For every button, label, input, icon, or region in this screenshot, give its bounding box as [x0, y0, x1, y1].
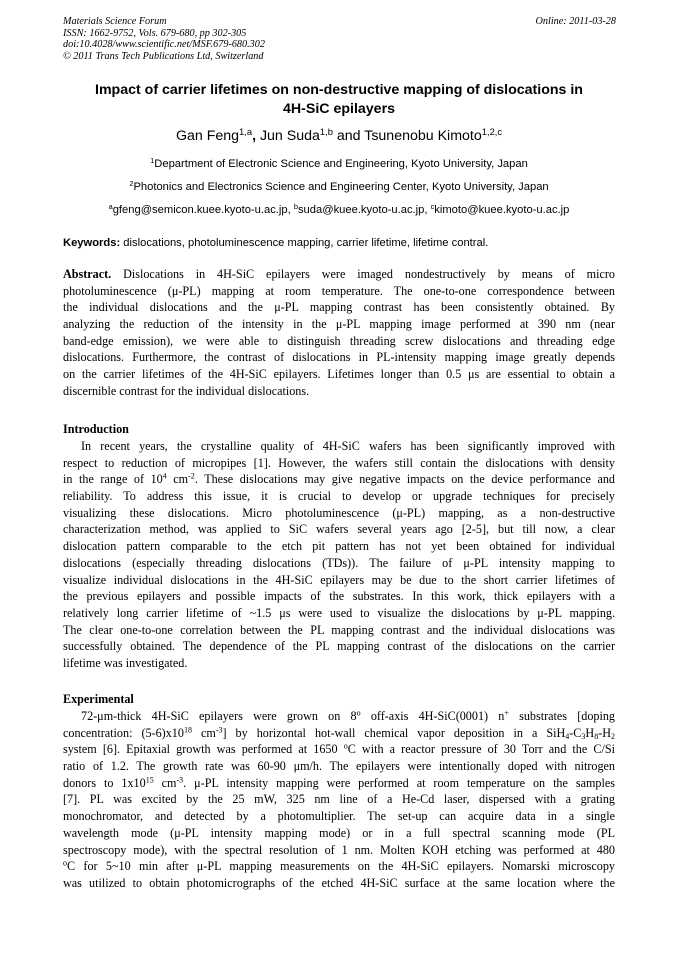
exp-text: 72-μm-thick 4H-SiC epilayers were grown on 8 [81, 709, 357, 723]
affiliation-2-mark: 2 [129, 178, 134, 188]
exp-line: [7]. PL was excited by the 25 mW, 325 nm line of a He-Cd laser, dispersed with a grating [63, 792, 615, 807]
exp-line [63, 708, 615, 725]
title-line-1: Impact of carrier lifetimes on non-destructive mapping of dislocations in [95, 82, 583, 98]
affiliation-2-text: Photonics and Electronics Science and Engineering Center, Kyoto University, Japan [133, 181, 549, 193]
keywords-label: Keywords: [63, 237, 121, 249]
abstract-line: the individual dislocations and the μ-PL mapping contrast has been consistently obtained. By [63, 300, 615, 315]
exp-text: ] by horizontal hot-wall chemical vapor deposition in a SiH [222, 725, 566, 740]
abstract-label: Abstract. [63, 267, 112, 281]
intro-line: successfully obtained. The dependence of the PL mapping contrast of the dislocations on the carrier [63, 639, 615, 654]
exp-superscript: 15 [145, 775, 154, 785]
exp-text: system [6]. Epitaxial growth was performed at 1650 [63, 742, 344, 757]
affiliation-1 [0, 157, 678, 171]
intro-line: visualize individual dislocations in the 4H-SiC epilayers may be due to the short carrier lifetimes of [63, 572, 615, 587]
affiliation-1-text: Department of Electronic Science and Engineering, Kyoto University, Japan [154, 158, 528, 170]
introduction-heading: Introduction [63, 422, 129, 436]
abstract-line: on the carrier lifetimes of the 4H-SiC epilayers. Lifetimes longer than 0.5 μs are essential to obtain a [63, 367, 615, 382]
intro-text: in the range of 10 [63, 472, 163, 487]
exp-superscript: -3 [215, 725, 223, 735]
experimental-heading: Experimental [63, 692, 134, 706]
email-a-mark: a [108, 201, 113, 211]
intro-line: visualizing these dislocations. Micro photoluminescence (μ-PL) mapping, as a non-destructive [63, 505, 615, 520]
abstract-line: band-edge emission), we were able to distinguish threading screw dislocations and threading edge [63, 333, 615, 348]
email-b: suda@kuee.kyoto-u.ac.jp, [297, 204, 431, 216]
exp-line [63, 725, 615, 742]
intro-line [63, 471, 615, 488]
doi-line: doi:10.4028/www.scientific.net/MSF.679-680.302 [63, 39, 265, 51]
abstract-line: analyzing the reduction of the intensity in the μ-PL mapping image performed at 390 nm (near [63, 317, 615, 332]
exp-superscript: 18 [183, 725, 192, 735]
issn-line: ISSN: 1662-9752, Vols. 679-680, pp 302-305 [63, 27, 247, 39]
intro-line: The clear one-to-one correlation between the PL mapping contrast and the individual dislocations was [63, 622, 615, 637]
intro-line: dislocation pattern comparable to the etch pit pattern has not yet been obtained for individual [63, 539, 615, 554]
intro-line: the previous epilayers and possible impacts of the substrates. In this work, thick epilayers with a [63, 589, 615, 604]
intro-line: relatively long carrier lifetime of ~1.5 μs were used to visualize the dislocations by μ-PL mapping. [63, 605, 615, 620]
email-c: kimoto@kuee.kyoto-u.ac.jp [434, 204, 570, 216]
exp-subscript: 2 [611, 731, 615, 741]
intro-line: respect to reduction of micropipes [1]. However, the wafers still contain the dislocations with density [63, 455, 615, 470]
online-date: Online: 2011-03-28 [535, 16, 616, 27]
intro-line: characterization method, was applied to SiC wafers several years ago [2-5], but till now, a clear [63, 522, 615, 537]
intro-line: In recent years, the crystalline quality of 4H-SiC wafers has been significantly improved with [81, 439, 615, 453]
exp-superscript: -3 [176, 775, 184, 785]
exp-line: spectroscopy mode), with the spectral resolution of 1 nm. Molten KOH etching was performed at 480 [63, 842, 615, 857]
affiliation-1-mark: 1 [150, 155, 155, 165]
author-2-marks: 1,b [319, 126, 333, 137]
abstract-line: dislocations. Furthermore, the contrast of dislocations in PL-intensity mapping image greatly depends [63, 350, 615, 365]
exp-text: C with a reactor pressure of 30 Torr and the C/Si [347, 742, 615, 757]
exp-text: off-axis 4H-SiC(0001) n [360, 709, 505, 723]
exp-text: concentration: (5-6)x10 [63, 725, 184, 740]
email-c-mark: c [430, 201, 435, 211]
exp-text: cm [191, 725, 216, 740]
exp-line: ratio of 1.2. The growth rate was 60-90 μm/h. The epilayers were intentionally doped with nitrogen [63, 759, 615, 774]
abstract-line: photoluminescence (μ-PL) mapping at room temperature. The one-to-one correspondence between [63, 283, 615, 298]
email-a: gfeng@semicon.kuee.kyoto-u.ac.jp, [112, 204, 294, 216]
exp-text: -H [598, 725, 611, 740]
exp-line: was utilized to obtain photomicrographs of the etched 4H-SiC surface at the same location where the [63, 875, 615, 890]
abstract-line [63, 266, 615, 283]
exp-superscript: + [504, 708, 509, 718]
intro-line: lifetime was investigated. [63, 655, 188, 670]
exp-line: wavelength mode (μ-PL intensity mapping mode) or in a full spectral scanning mode (PL [63, 825, 615, 840]
author-2: Jun Suda [259, 128, 320, 144]
exp-superscript: o [63, 858, 67, 868]
intro-superscript: -2 [188, 471, 195, 481]
exp-text: donors to 1x10 [63, 775, 146, 790]
keywords-text: dislocations, photoluminescence mapping, carrier lifetime, lifetime contral. [120, 237, 489, 249]
abstract-line: discernible contrast for the individual dislocations. [63, 383, 310, 398]
introduction-body [63, 438, 615, 672]
journal-name: Materials Science Forum [63, 16, 167, 27]
exp-line [63, 741, 615, 758]
exp-text: C for 5~10 min after μ-PL mapping measurements on the 4H-SiC epilayers. Nomarski microscopy [67, 859, 615, 874]
copyright-line: © 2011 Trans Tech Publications Ltd, Switzerland [63, 50, 264, 62]
journal-header [63, 16, 616, 62]
email-b-mark: b [293, 201, 298, 211]
abstract-text: Dislocations in 4H-SiC epilayers were imaged nondestructively by means of micro [111, 267, 615, 281]
exp-text: -C [569, 725, 582, 740]
email-line [0, 203, 678, 217]
exp-text: . μ-PL intensity mapping were performed at room temperature on the samples [183, 775, 615, 790]
exp-text: cm [153, 775, 177, 790]
exp-line: monochromator, and detected by a photomultiplier. The set-up can acquire data in a single [63, 809, 615, 824]
intro-text: cm [166, 472, 189, 487]
exp-line [63, 775, 615, 792]
author-3: Tsunenobu Kimoto [364, 128, 482, 144]
experimental-body [63, 708, 615, 892]
intro-line: reliability. To address this issue, it is crucial to develop or upgrade techniques for precisely [63, 489, 615, 504]
exp-text: substrates [doping [508, 709, 616, 723]
paper-title [56, 81, 622, 119]
author-3-marks: 1,2,c [481, 126, 503, 137]
author-list [0, 126, 678, 146]
affiliation-2 [0, 180, 678, 194]
abstract [63, 266, 615, 400]
author-separator-2: and [332, 128, 365, 144]
title-line-2: 4H-SiC epilayers [283, 101, 395, 117]
exp-subscript: 4 [565, 731, 570, 741]
author-1-marks: 1,a [239, 126, 253, 137]
author-1: Gan Feng [175, 128, 240, 144]
keywords [63, 236, 618, 250]
exp-text: H [585, 725, 595, 740]
exp-subscript: 3 [581, 731, 586, 741]
intro-text: . These dislocations may give negative impacts on the device performance and [194, 472, 615, 487]
intro-line: dislocations (especially threading dislocations (TDs)). The failure of μ-PL intensity mapping to [63, 555, 615, 570]
exp-line [63, 858, 615, 875]
exp-superscript: o [356, 708, 361, 718]
author-separator-1: , [252, 128, 260, 144]
exp-superscript: o [343, 741, 348, 751]
intro-superscript: 4 [162, 471, 167, 481]
exp-subscript: 8 [594, 731, 599, 741]
